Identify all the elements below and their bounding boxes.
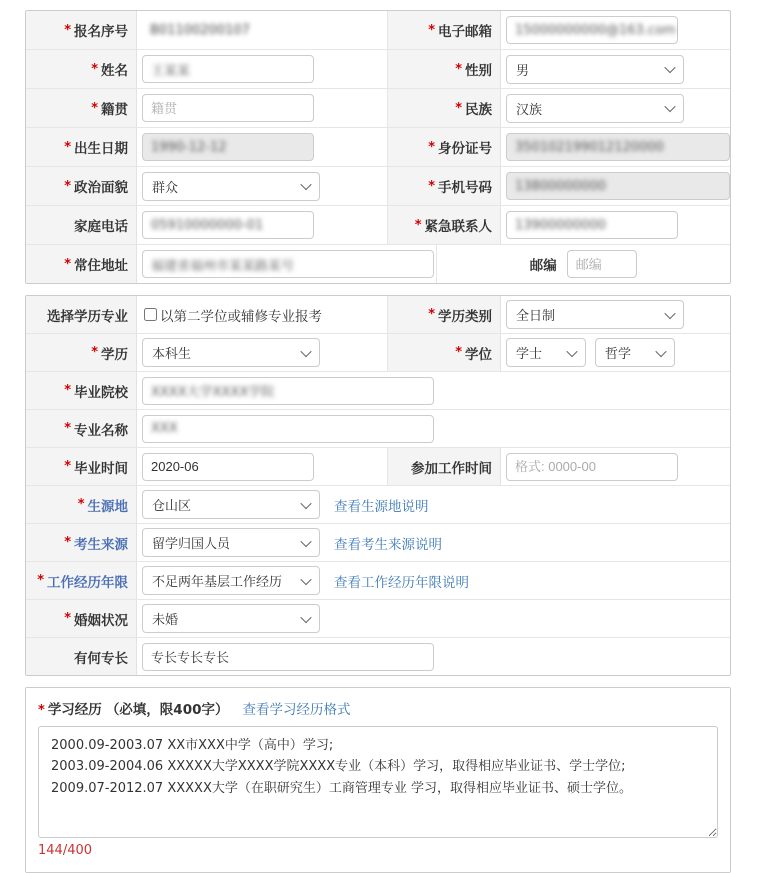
- school-label: * 毕业院校: [26, 372, 137, 409]
- edu-category-label: * 学历类别: [387, 296, 501, 333]
- political-status-select[interactable]: 群众: [142, 172, 320, 201]
- name-input[interactable]: 王某某: [142, 55, 314, 83]
- birth-date-input: 1990-12-12: [142, 133, 314, 161]
- ethnicity-label: * 民族: [387, 89, 501, 127]
- second-degree-checkbox[interactable]: [144, 308, 157, 321]
- candidate-source-label: * 考生来源: [26, 524, 137, 561]
- work-start-label: 参加工作时间: [387, 448, 501, 485]
- edu-category-select[interactable]: 全日制: [506, 300, 684, 329]
- degree-label: * 学位: [387, 334, 501, 371]
- emergency-contact-input[interactable]: 13900000000: [506, 211, 678, 239]
- id-number-label: * 身份证号: [387, 128, 501, 166]
- row-address-postcode: [26, 244, 730, 283]
- major-label: * 专业名称: [26, 410, 137, 447]
- row-degreechoice-educategory: [26, 296, 730, 333]
- chevron-down-icon: [300, 179, 311, 190]
- origin-label: * 生源地: [26, 486, 137, 523]
- row-homephone-emergency: [26, 205, 730, 244]
- work-years-help-link[interactable]: 查看工作经历年限说明: [334, 574, 469, 591]
- row-graduation-workstart: [26, 447, 730, 485]
- native-place-label: * 籍贯: [26, 89, 137, 127]
- name-label: * 姓名: [26, 50, 137, 88]
- personal-info-section: [25, 10, 731, 284]
- education-section: [25, 295, 731, 676]
- specialty-input[interactable]: [142, 643, 434, 671]
- postcode-input[interactable]: [567, 250, 637, 278]
- gender-label: * 性别: [387, 50, 501, 88]
- row-major: [26, 409, 730, 447]
- study-history-hint: （必填，限400字）: [105, 702, 229, 718]
- postcode-label: 邮编: [529, 258, 557, 274]
- row-specialty: [26, 637, 730, 675]
- birth-date-label: * 出生日期: [26, 128, 137, 166]
- reg-no-value: B01100200107: [150, 22, 250, 38]
- political-status-label: * 政治面貌: [26, 167, 137, 205]
- chevron-down-icon: [664, 62, 675, 73]
- candidate-source-select[interactable]: 留学归国人员: [142, 528, 320, 557]
- study-history-section: [25, 687, 731, 873]
- home-phone-label: 家庭电话: [26, 206, 137, 244]
- candidate-source-help-link[interactable]: 查看考生来源说明: [334, 536, 442, 553]
- email-label: * 电子邮箱: [387, 11, 501, 49]
- reg-no-label: * 报名序号: [26, 11, 137, 49]
- degree-level-select[interactable]: 学士: [506, 338, 586, 367]
- work-years-select[interactable]: 不足两年基层工作经历: [142, 566, 320, 595]
- origin-help-link[interactable]: 查看生源地说明: [334, 498, 429, 515]
- row-education-degree: [26, 333, 730, 371]
- origin-select[interactable]: 仓山区: [142, 490, 320, 519]
- row-source: [26, 523, 730, 561]
- study-history-textarea[interactable]: [38, 726, 718, 838]
- education-label: * 学历: [26, 334, 137, 371]
- address-input[interactable]: 福建省福州市某某路某号: [142, 250, 434, 278]
- row-origin: [26, 485, 730, 523]
- row-marital: [26, 599, 730, 637]
- second-degree-checkbox-label: 以第二学位或辅修专业报考: [160, 308, 322, 325]
- id-number-input: 350102199012120000: [506, 133, 730, 161]
- gender-select[interactable]: 男: [506, 55, 684, 84]
- row-regno-email: [26, 11, 730, 49]
- email-input[interactable]: 15000000000@163.com: [506, 16, 678, 44]
- chevron-down-icon: [300, 611, 311, 622]
- emergency-contact-label: * 紧急联系人: [387, 206, 501, 244]
- chevron-down-icon: [664, 101, 675, 112]
- home-phone-input[interactable]: 05910000000-01: [142, 211, 314, 239]
- chevron-down-icon: [566, 345, 577, 356]
- work-start-input[interactable]: [506, 453, 678, 481]
- degree-major-choice-label: 选择学历专业: [26, 296, 137, 333]
- chevron-down-icon: [655, 345, 666, 356]
- mobile-label: * 手机号码: [387, 167, 501, 205]
- row-native-ethnicity: [26, 88, 730, 127]
- chevron-down-icon: [300, 345, 311, 356]
- graduation-label: * 毕业时间: [26, 448, 137, 485]
- study-history-format-link[interactable]: 查看学习经历格式: [242, 702, 351, 718]
- address-label: * 常住地址: [26, 245, 137, 283]
- education-select[interactable]: 本科生: [142, 338, 320, 367]
- row-political-mobile: [26, 166, 730, 205]
- row-work-years: [26, 561, 730, 599]
- chevron-down-icon: [300, 535, 311, 546]
- postcode-cell: [436, 245, 731, 283]
- study-history-label: * 学习经历: [38, 698, 102, 718]
- degree-field-select[interactable]: 哲学: [595, 338, 675, 367]
- chevron-down-icon: [300, 497, 311, 508]
- major-input[interactable]: XXX: [142, 415, 434, 443]
- marital-status-select[interactable]: 未婚: [142, 604, 320, 633]
- row-birth-id: [26, 127, 730, 166]
- specialty-label: 有何专长: [26, 638, 137, 675]
- graduation-input[interactable]: [142, 453, 314, 481]
- second-degree-checkbox-row[interactable]: [142, 305, 322, 325]
- row-school: [26, 371, 730, 409]
- chevron-down-icon: [300, 573, 311, 584]
- study-history-header: [26, 696, 730, 726]
- marital-status-label: * 婚姻状况: [26, 600, 137, 637]
- native-place-input[interactable]: [142, 94, 314, 122]
- mobile-input: 13800000000: [506, 172, 730, 200]
- chevron-down-icon: [664, 307, 675, 318]
- work-years-label: * 工作经历年限: [26, 562, 137, 599]
- ethnicity-select[interactable]: 汉族: [506, 94, 684, 123]
- char-counter: 144/400: [38, 843, 93, 858]
- school-input[interactable]: XXXX大学XXXX学院: [142, 377, 434, 405]
- row-name-gender: [26, 49, 730, 88]
